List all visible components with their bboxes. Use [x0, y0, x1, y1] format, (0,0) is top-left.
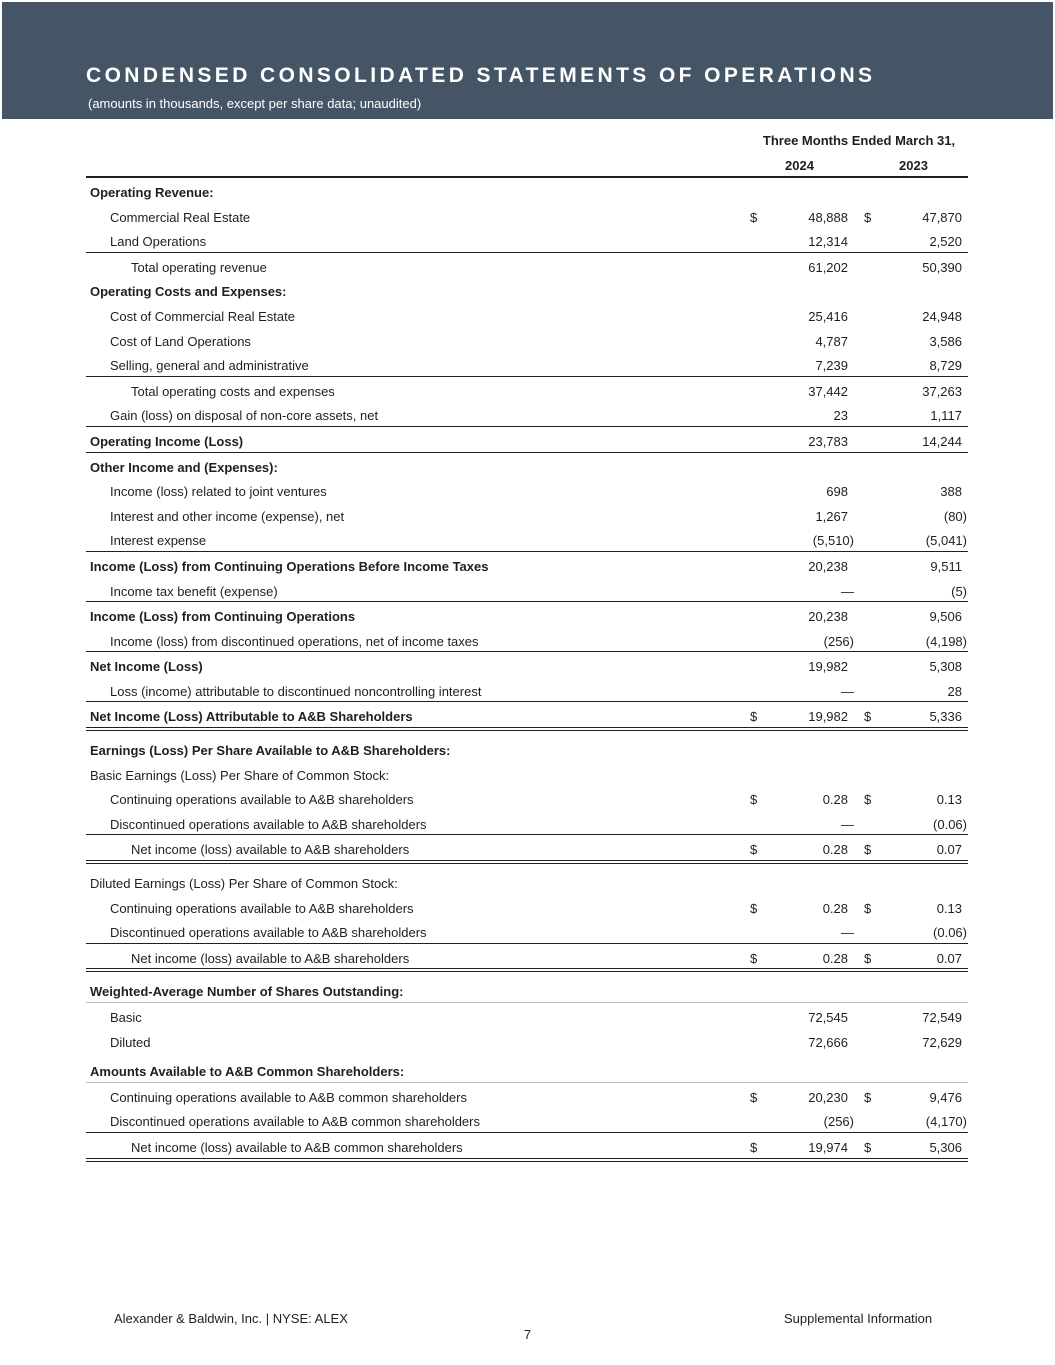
value-2024: — [841, 816, 854, 832]
value-2023: (80) [943, 508, 967, 524]
value-2024: 23 [833, 408, 848, 424]
row-label: Operating Revenue: [90, 185, 214, 200]
value-2024: 37,442 [808, 383, 848, 399]
currency-symbol: $ [750, 1139, 758, 1155]
row-label: Operating Costs and Expenses: [90, 284, 287, 300]
table-row-total [86, 834, 968, 860]
table-row [86, 351, 968, 376]
value-2024: (256) [823, 633, 854, 649]
value-2024: 7,239 [815, 358, 848, 374]
table-row-subtotal [86, 601, 968, 627]
table-row-section-eps [86, 736, 968, 761]
value-2023: 5,308 [929, 659, 962, 675]
table-row [86, 1002, 968, 1028]
value-2023: 0.07 [936, 950, 962, 966]
table-row [86, 401, 968, 426]
double-rule [86, 968, 968, 972]
currency-symbol: $ [750, 209, 758, 225]
value-2024: 698 [826, 484, 848, 500]
table-row [86, 918, 968, 943]
value-2024: 12,314 [808, 234, 848, 250]
table-row-section-shares [86, 977, 968, 1002]
value-2023: 72,629 [922, 1034, 962, 1050]
row-label: Earnings (Loss) Per Share Available to A&B Shareholders: [90, 743, 451, 759]
row-label: Amounts Available to A&B Common Shareholders: [90, 1064, 405, 1080]
value-2024: (5,510) [812, 533, 854, 549]
table-row-subsection [86, 869, 968, 894]
currency-symbol: $ [864, 1089, 872, 1105]
value-2023: 9,506 [929, 609, 962, 625]
value-2023: 0.13 [936, 792, 962, 808]
table-row [86, 1107, 968, 1132]
value-2023: 9,476 [929, 1089, 962, 1105]
row-label: Total operating revenue [131, 259, 267, 275]
currency-symbol: $ [864, 1139, 872, 1155]
value-2023: 72,549 [922, 1010, 962, 1025]
value-2024: (256) [823, 1114, 854, 1130]
double-rule [86, 1158, 968, 1162]
double-rule [86, 727, 968, 731]
table-row [86, 477, 968, 502]
table-row [86, 327, 968, 352]
table-row-subtotal [86, 426, 968, 452]
table-row [86, 203, 968, 228]
currency-symbol: $ [864, 900, 872, 916]
footer-section: Supplemental Information [784, 1311, 933, 1326]
currency-symbol: $ [864, 842, 872, 858]
row-label: Discontinued operations available to A&B shareholders [110, 925, 427, 941]
row-label: Net Income (Loss) Attributable to A&B Shareholders [90, 709, 413, 725]
row-label: Basic Earnings (Loss) Per Share of Common Stock: [90, 767, 390, 783]
table-row-total [86, 376, 968, 402]
value-2023: 37,263 [922, 383, 962, 399]
table-row [86, 810, 968, 835]
table-row-total [86, 943, 968, 969]
row-label: Income (loss) related to joint ventures [110, 484, 327, 500]
value-2023: (5,041) [925, 533, 967, 549]
period-header: Three Months Ended March 31, [762, 133, 956, 148]
row-label: Land Operations [110, 234, 207, 250]
currency-symbol: $ [750, 842, 758, 858]
value-2024: 0.28 [822, 900, 848, 916]
value-2024: 0.28 [822, 792, 848, 808]
row-label: Continuing operations available to A&B common shareholders [110, 1089, 467, 1105]
row-label: Income (Loss) from Continuing Operations Before Income Taxes [90, 558, 489, 574]
value-2023: 47,870 [922, 209, 962, 225]
column-header-2024: 2024 [785, 158, 814, 173]
value-2023: 5,336 [929, 709, 962, 725]
value-2024: 25,416 [808, 308, 848, 324]
value-2023: 0.07 [936, 842, 962, 858]
currency-symbol: $ [750, 950, 758, 966]
value-2023: 3,586 [929, 333, 962, 349]
value-2024: — [841, 925, 854, 941]
value-2024: 19,982 [808, 709, 848, 725]
currency-symbol: $ [864, 209, 872, 225]
row-label: Interest and other income (expense), net [110, 508, 345, 524]
row-label: Operating Income (Loss) [90, 433, 244, 449]
table-row [86, 502, 968, 527]
table-row-section-other [86, 452, 968, 478]
table-row [86, 785, 968, 810]
table-row-section-operating-revenue [86, 176, 968, 203]
row-label: Cost of Commercial Real Estate [110, 308, 295, 324]
column-header-2023: 2023 [899, 158, 928, 173]
table-row-subtotal [86, 651, 968, 677]
value-2024: 20,230 [808, 1089, 848, 1105]
currency-symbol: $ [750, 1089, 758, 1105]
table-row-grand-total [86, 701, 968, 727]
row-label: Diluted Earnings (Loss) Per Share of Common Stock: [90, 876, 398, 892]
value-2023: 24,948 [922, 308, 962, 324]
value-2024: 4,787 [815, 333, 848, 349]
value-2023: (0.06) [933, 925, 967, 941]
row-label: Discontinued operations available to A&B common shareholders [110, 1114, 480, 1130]
table-row-subtotal [86, 551, 968, 577]
row-label: Total operating costs and expenses [131, 383, 335, 399]
double-rule [86, 860, 968, 864]
currency-symbol: $ [864, 792, 872, 808]
table-row [86, 577, 968, 602]
table-row [86, 526, 968, 551]
value-2023: 5,306 [929, 1139, 962, 1155]
table-row [86, 627, 968, 652]
value-2023: 2,520 [929, 234, 962, 250]
value-2024: 19,974 [808, 1139, 848, 1155]
value-2023: 0.13 [936, 900, 962, 916]
table-row-subsection [86, 761, 968, 786]
header-banner [2, 2, 1053, 119]
row-label: Income (loss) from discontinued operations, net of income taxes [110, 633, 479, 649]
row-label: Loss (income) attributable to discontinued noncontrolling interest [110, 683, 482, 699]
statement-table [86, 176, 968, 1162]
row-label: Net income (loss) available to A&B shareholders [131, 842, 410, 858]
row-label: Commercial Real Estate [110, 209, 251, 225]
footer-company: Alexander & Baldwin, Inc. | NYSE: ALEX [114, 1311, 348, 1326]
row-label: Interest expense [110, 533, 207, 549]
row-label: Gain (loss) on disposal of non-core assets, net [110, 408, 379, 424]
value-2024: 61,202 [808, 259, 848, 275]
value-2024: — [841, 683, 854, 699]
row-label: Cost of Land Operations [110, 333, 251, 349]
currency-symbol: $ [864, 950, 872, 966]
page-subtitle: (amounts in thousands, except per share data; unaudited) [88, 96, 422, 111]
table-row [86, 677, 968, 702]
page-number: 7 [523, 1327, 532, 1342]
table-row-section-costs [86, 277, 968, 302]
row-label: Net income (loss) available to A&B shareholders [131, 950, 410, 966]
value-2024: — [841, 583, 854, 599]
value-2023: 14,244 [922, 433, 962, 449]
row-label: Weighted-Average Number of Shares Outstanding: [90, 984, 404, 1000]
value-2024: 20,238 [808, 609, 848, 625]
row-label: Other Income and (Expenses): [90, 459, 278, 475]
value-2023: (0.06) [933, 816, 967, 832]
value-2023: (4,170) [925, 1114, 967, 1130]
table-row-section-amounts [86, 1057, 968, 1082]
table-row [86, 894, 968, 919]
page-title: CONDENSED CONSOLIDATED STATEMENTS OF OPERATIONS [86, 64, 876, 87]
value-2023: (5) [951, 583, 967, 599]
table-row [86, 1028, 968, 1053]
currency-symbol: $ [864, 709, 872, 725]
value-2024: 72,666 [808, 1034, 848, 1050]
table-row [86, 227, 968, 252]
value-2024: 23,783 [808, 433, 848, 449]
currency-symbol: $ [750, 792, 758, 808]
table-row-total [86, 1132, 968, 1158]
table-row-total [86, 252, 968, 278]
row-label: Basic [110, 1010, 142, 1025]
value-2024: 19,982 [808, 659, 848, 675]
value-2023: 28 [947, 683, 962, 699]
row-label: Income (Loss) from Continuing Operations [90, 609, 356, 625]
value-2024: 0.28 [822, 950, 848, 966]
row-label: Net income (loss) available to A&B common shareholders [131, 1139, 463, 1155]
value-2024: 0.28 [822, 842, 848, 858]
value-2023: 9,511 [930, 558, 962, 574]
value-2023: (4,198) [925, 633, 967, 649]
value-2024: 72,545 [808, 1010, 848, 1025]
currency-symbol: $ [750, 709, 758, 725]
row-label: Selling, general and administrative [110, 358, 309, 374]
row-label: Discontinued operations available to A&B shareholders [110, 816, 427, 832]
table-row [86, 302, 968, 327]
row-label: Net Income (Loss) [90, 659, 203, 675]
row-label: Income tax benefit (expense) [110, 583, 278, 599]
value-2023: 388 [940, 484, 962, 500]
row-label: Continuing operations available to A&B shareholders [110, 900, 414, 916]
currency-symbol: $ [750, 900, 758, 916]
table-row [86, 1082, 968, 1108]
value-2023: 50,390 [922, 259, 962, 275]
row-label: Continuing operations available to A&B shareholders [110, 792, 414, 808]
row-label: Diluted [110, 1034, 151, 1050]
value-2024: 48,888 [808, 209, 848, 225]
value-2024: 20,238 [808, 558, 848, 574]
value-2023: 8,729 [929, 358, 962, 374]
value-2024: 1,267 [815, 508, 848, 524]
value-2023: 1,117 [930, 408, 962, 424]
